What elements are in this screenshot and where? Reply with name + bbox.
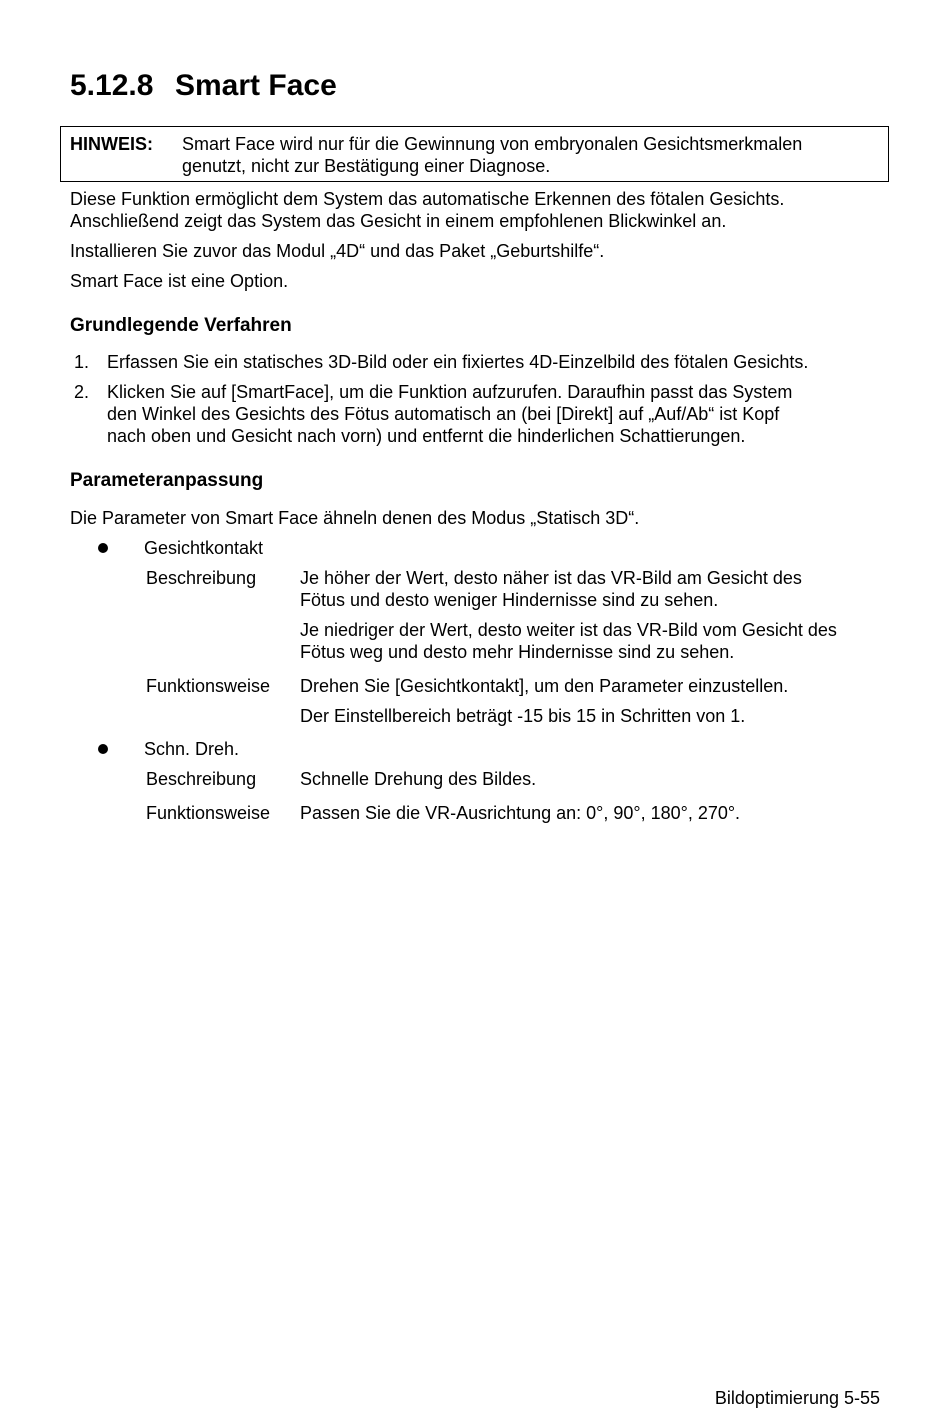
step-number: 2. <box>74 382 90 402</box>
paragraph-line: Diese Funktion ermöglicht dem System das automatische Erkennen des fötalen Gesichts. <box>70 189 785 209</box>
page-footer: Bildoptimierung 5-55 <box>714 1388 880 1408</box>
note-box <box>60 126 889 182</box>
section-title-text: Smart Face <box>175 69 337 102</box>
step-text <box>107 351 887 373</box>
intro-paragraph-3: Smart Face ist eine Option. <box>70 271 289 291</box>
desc-line: Fötus und desto weniger Hindernisse sind zu sehen. <box>300 590 719 610</box>
intro-paragraph-1 <box>70 188 890 232</box>
param-desc-key: Beschreibung <box>146 769 257 789</box>
param-desc-key: Beschreibung <box>146 568 257 588</box>
procedure-heading: Grundlegende Verfahren <box>70 315 292 336</box>
step-number: 1. <box>74 352 90 372</box>
desc-line: Je höher der Wert, desto näher ist das VR-Bild am Gesicht des <box>300 568 802 588</box>
note-text <box>182 133 882 177</box>
desc-line: Fötus weg und desto mehr Hindernisse sind zu sehen. <box>300 642 735 662</box>
note-text-line: genutzt, nicht zur Bestätigung einer Diagnose. <box>182 156 551 176</box>
params-intro: Die Parameter von Smart Face ähneln denen des Modus „Statisch 3D“. <box>70 508 640 528</box>
param-name: Gesichtkontakt <box>144 538 264 558</box>
param-name: Schn. Dreh. <box>144 739 240 759</box>
param-op-value: Drehen Sie [Gesichtkontakt], um den Parameter einzustellen. <box>300 676 789 696</box>
param-op-value: Passen Sie die VR-Ausrichtung an: 0°, 90°, 180°, 270°. <box>300 803 741 823</box>
bullet-icon <box>98 543 108 553</box>
param-op-key: Funktionsweise <box>146 676 271 696</box>
param-op-key: Funktionsweise <box>146 803 271 823</box>
step-text <box>107 381 887 447</box>
param-desc-value <box>300 567 890 611</box>
step-line: Erfassen Sie ein statisches 3D-Bild oder ein fixiertes 4D-Einzelbild des fötalen Gesichts. <box>107 352 809 372</box>
section-number: 5.12.8 <box>70 69 154 102</box>
step-line: nach oben und Gesicht nach vorn) und entfernt die hinderlichen Schattierungen. <box>107 426 746 446</box>
param-desc-value <box>300 619 890 663</box>
param-desc-value: Schnelle Drehung des Bildes. <box>300 769 537 789</box>
note-text-line: Smart Face wird nur für die Gewinnung von embryonalen Gesichtsmerkmalen <box>182 134 803 154</box>
step-line: den Winkel des Gesichts des Fötus automatisch an (bei [Direkt] auf „Auf/Ab“ ist Kopf <box>107 404 780 424</box>
bullet-icon <box>98 744 108 754</box>
section-title <box>70 68 337 104</box>
paragraph-line: Anschließend zeigt das System das Gesicht in einem empfohlenen Blickwinkel an. <box>70 211 727 231</box>
desc-line: Je niedriger der Wert, desto weiter ist das VR-Bild vom Gesicht des <box>300 620 837 640</box>
step-line: Klicken Sie auf [SmartFace], um die Funktion aufzurufen. Daraufhin passt das System <box>107 382 793 402</box>
intro-paragraph-2: Installieren Sie zuvor das Modul „4D“ und das Paket „Geburtshilfe“. <box>70 241 605 261</box>
note-label: HINWEIS: <box>70 134 153 154</box>
param-op-value: Der Einstellbereich beträgt -15 bis 15 in Schritten von 1. <box>300 706 746 726</box>
params-heading: Parameteranpassung <box>70 470 264 491</box>
